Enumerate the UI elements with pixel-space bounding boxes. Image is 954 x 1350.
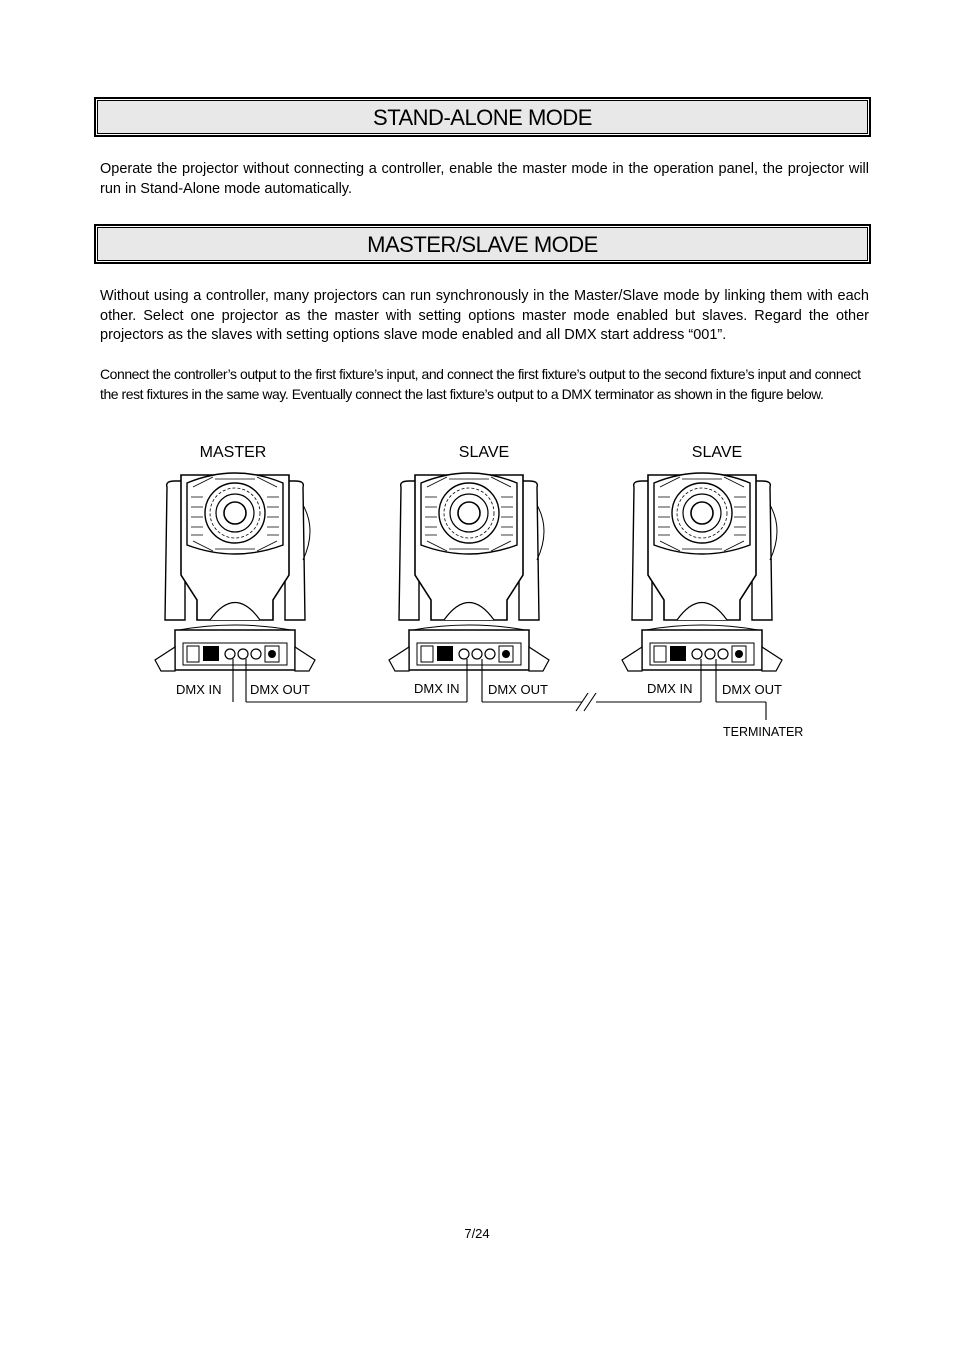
dmx-out-label: DMX OUT bbox=[488, 682, 548, 697]
section-header-stand-alone bbox=[94, 97, 871, 137]
dmx-in-label: DMX IN bbox=[176, 682, 222, 697]
fixture-role-label: SLAVE bbox=[458, 444, 510, 461]
slave-fixture-drawing bbox=[389, 473, 549, 671]
dmx-in-label: DMX IN bbox=[414, 681, 460, 696]
paragraph: Connect the controller’s output to the first fixture’s input, and connect the first fixture’s output to the second fixture’s input and connect the rest fixtures in the same way. Eventually connect the last fixture’s output to a DMX terminator as shown in the figure below. bbox=[100, 366, 861, 402]
section-title: STAND-ALONE MODE bbox=[373, 105, 592, 130]
master-slave-wiring-diagram bbox=[150, 435, 830, 755]
page-number: 7/24 bbox=[464, 1226, 490, 1241]
fixture-role-label: SLAVE bbox=[691, 444, 743, 461]
dmx-out-label: DMX OUT bbox=[722, 682, 782, 697]
slave-fixture-drawing bbox=[622, 473, 782, 671]
master-fixture-drawing bbox=[155, 473, 315, 671]
dmx-out-label: DMX OUT bbox=[250, 682, 310, 697]
paragraph: Operate the projector without connecting a controller, enable the master mode in the operation panel, the projector will run in Stand-Alone mode automatically. bbox=[100, 161, 869, 197]
paragraph: Without using a controller, many projectors can run synchronously in the Master/Slave mode by linking them with each other. Select one projector as the master with setting options master mode enabled but slaves. Regard the other projectors as the slaves with setting options slave mode enabled and all DMX start address “001”. bbox=[100, 288, 869, 343]
terminator-label: TERMINATER bbox=[723, 725, 804, 739]
fixture-role-label: MASTER bbox=[199, 444, 267, 461]
section-header-master-slave bbox=[94, 224, 871, 264]
dmx-in-label: DMX IN bbox=[647, 681, 693, 696]
section-title: MASTER/SLAVE MODE bbox=[367, 232, 598, 257]
